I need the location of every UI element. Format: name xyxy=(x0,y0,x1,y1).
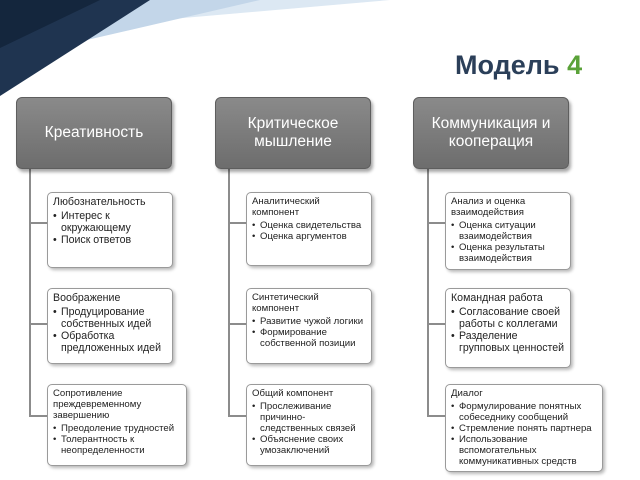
node-item: • Интерес к окружающему xyxy=(53,210,167,234)
node-item: • Развитие чужой логики xyxy=(252,316,366,327)
header-label: Креативность xyxy=(44,124,144,141)
node-title: Общий компонент xyxy=(252,388,334,399)
node-item: • Толерантность к неопределенности xyxy=(53,434,181,456)
connector xyxy=(427,222,446,224)
node-synthetic xyxy=(246,288,372,364)
column-header-communication xyxy=(413,97,569,169)
node-item: • Преодоление трудностей xyxy=(53,423,181,434)
node-general xyxy=(246,384,372,466)
node-item: • Обработка предложенных идей xyxy=(53,330,167,354)
node-imagination xyxy=(47,288,173,364)
node-item: • Стремление понять партнера xyxy=(451,423,597,434)
connector xyxy=(29,323,48,325)
node-curiosity xyxy=(47,192,173,268)
page-title-number: 4 xyxy=(567,50,583,80)
node-title: Диалог xyxy=(451,388,483,399)
node-item: • Оценка свидетельства xyxy=(252,220,366,231)
node-teamwork xyxy=(445,288,571,368)
node-interaction-analysis xyxy=(445,192,571,270)
node-title: Командная работа xyxy=(451,292,543,304)
node-item: • Формирование собственной позиции xyxy=(252,327,366,349)
node-item: • Поиск ответов xyxy=(53,234,167,246)
column-header-critical-thinking xyxy=(215,97,371,169)
connector xyxy=(228,415,247,417)
node-title: Воображение xyxy=(53,292,121,304)
node-item: • Продуцирование собственных идей xyxy=(53,306,167,330)
node-analytic xyxy=(246,192,372,266)
node-item: • Объяснение своих умозаключений xyxy=(252,434,366,456)
page-title-text: Модель xyxy=(455,50,560,80)
connector xyxy=(29,168,31,416)
node-title: Сопротивление преждевременному завершению xyxy=(53,388,142,421)
node-title: Любознательность xyxy=(53,196,146,208)
connector xyxy=(427,323,446,325)
node-title: Анализ и оценка взаимодействия xyxy=(451,196,526,218)
node-item: • Согласование своей работы с коллегами xyxy=(451,306,565,330)
node-item: • Оценка результаты взаимодействия xyxy=(451,242,565,264)
page-title xyxy=(455,50,582,81)
connector xyxy=(228,168,230,416)
header-label: Критическое мышление xyxy=(247,115,339,150)
connector xyxy=(228,222,247,224)
node-resistance xyxy=(47,384,187,466)
connector xyxy=(29,222,48,224)
connector xyxy=(427,168,429,416)
connector xyxy=(228,323,247,325)
node-item: • Разделение групповых ценностей xyxy=(451,330,565,354)
node-item: • Формулирование понятных собеседнику сообщений xyxy=(451,401,597,423)
node-dialog xyxy=(445,384,603,472)
column-header-creativity xyxy=(16,97,172,169)
header-label: Коммуникация и кооперация xyxy=(431,115,551,150)
node-item: • Оценка ситуации взаимодействия xyxy=(451,220,565,242)
connector xyxy=(29,415,48,417)
node-title: Синтетический компонент xyxy=(252,292,319,314)
node-item: • Оценка аргументов xyxy=(252,231,366,242)
node-title: Аналитический компонент xyxy=(252,196,320,218)
node-item: • Прослеживание причинно-следственных связей xyxy=(252,401,366,434)
connector xyxy=(427,415,446,417)
node-item: • Использование вспомогательных коммуникативных средств xyxy=(451,434,597,467)
